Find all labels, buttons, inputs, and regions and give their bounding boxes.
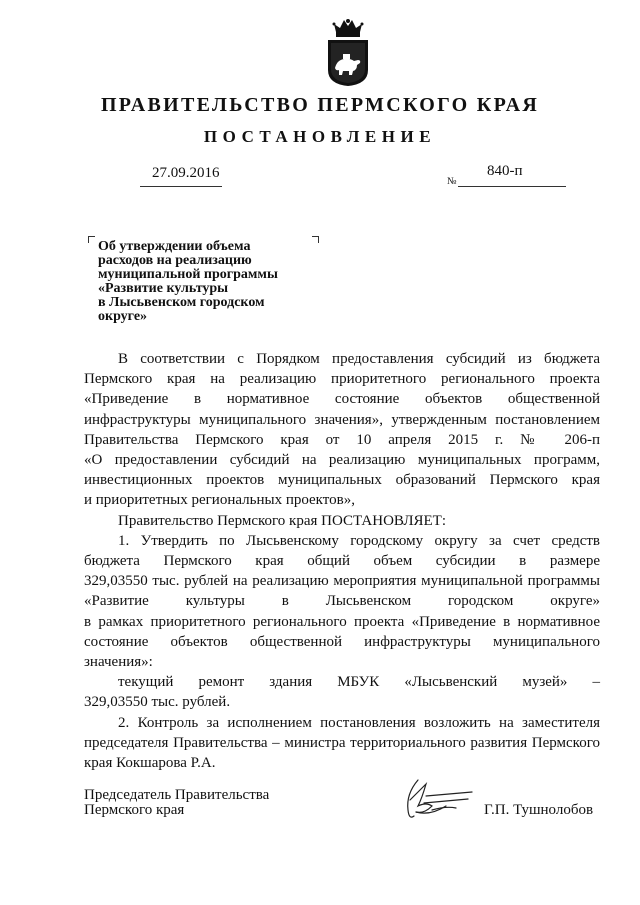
- body-line: бюджета Пермского края общий объем субсидии в размере: [84, 553, 600, 570]
- body-line: 329,03550 тыс. рублей на реализацию мероприятия муниципальной программы: [84, 573, 600, 590]
- preamble-paragraph: [84, 349, 600, 511]
- body-line: инвестиционных проектов муниципальных образований Пермского края: [84, 472, 600, 489]
- perm-krai-coat-of-arms-icon: [324, 18, 372, 88]
- body-line: «Развитие культуры в Лысьвенском городском округе»: [84, 593, 600, 610]
- position-line: Пермского края: [84, 802, 185, 818]
- body-line: «Приведение в нормативное состояние объектов общественной: [84, 391, 600, 408]
- body-line: 1. Утвердить по Лысьвенскому городскому округу за счет средств: [118, 532, 600, 549]
- document-body: [84, 349, 600, 773]
- body-line: края Кокшарова Р.А.: [84, 755, 216, 772]
- body-line: текущий ремонт здания МБУК «Лысьвенский музей» –: [118, 674, 600, 691]
- date-underline: [140, 186, 222, 187]
- subject-corner-left: [88, 236, 95, 243]
- body-line: инфраструктуры муниципального значения», утвержденным постановлением: [84, 411, 600, 428]
- body-line: 2. Контроль за исполнением постановления возложить на заместителя: [118, 714, 600, 731]
- item-1: [84, 531, 600, 672]
- body-line: 329,03550 тыс. рублей.: [84, 694, 231, 711]
- subject-line: муниципальной программы: [98, 267, 278, 282]
- subject-line: округе»: [98, 309, 148, 324]
- body-line: «О предоставлении субсидий на реализацию муниципальных программ,: [84, 452, 600, 469]
- resolves-line: Правительство Пермского края ПОСТАНОВЛЯЕТ:: [118, 512, 447, 529]
- body-line: значения»:: [84, 654, 153, 671]
- document-date: 27.09.2016: [152, 165, 220, 181]
- body-line: председателя Правительства – министра территориального развития Пермского: [84, 734, 600, 751]
- body-line: и приоритетных региональных проектов»,: [84, 492, 355, 509]
- number-sign: №: [447, 176, 457, 187]
- body-line: в рамках приоритетного регионального проекта «Приведение в нормативное: [84, 613, 600, 630]
- document-number: 840-п: [487, 163, 523, 179]
- number-underline: [458, 186, 566, 187]
- signatory-name: Г.П. Тушнолобов: [484, 802, 594, 818]
- subject-line: расходов на реализацию: [98, 253, 252, 268]
- government-title: ПРАВИТЕЛЬСТВО ПЕРМСКОГО КРАЯ: [100, 94, 540, 116]
- signatory-position: [84, 788, 269, 818]
- subject-line: «Развитие культуры: [98, 281, 229, 296]
- body-line: Пермского края на реализацию приоритетного регионального проекта: [84, 371, 600, 388]
- handwritten-signature: [396, 776, 474, 826]
- position-line: Председатель Правительства: [84, 787, 270, 803]
- body-line: Правительства Пермского края от 10 апреля 2015 г. № 206-п: [84, 431, 600, 448]
- body-line: В соответствии с Порядком предоставления субсидий из бюджета: [118, 351, 600, 367]
- subject-line: Об утверждении объема: [98, 239, 251, 254]
- document-type: ПОСТАНОВЛЕНИЕ: [203, 127, 437, 146]
- subject-line: в Лысьвенском городском: [98, 295, 265, 310]
- item-1-subitem: [84, 672, 600, 712]
- body-line: состояние объектов общественной инфраструктуры муниципального: [84, 633, 600, 650]
- document-subject: [98, 240, 318, 324]
- item-2: [84, 713, 600, 774]
